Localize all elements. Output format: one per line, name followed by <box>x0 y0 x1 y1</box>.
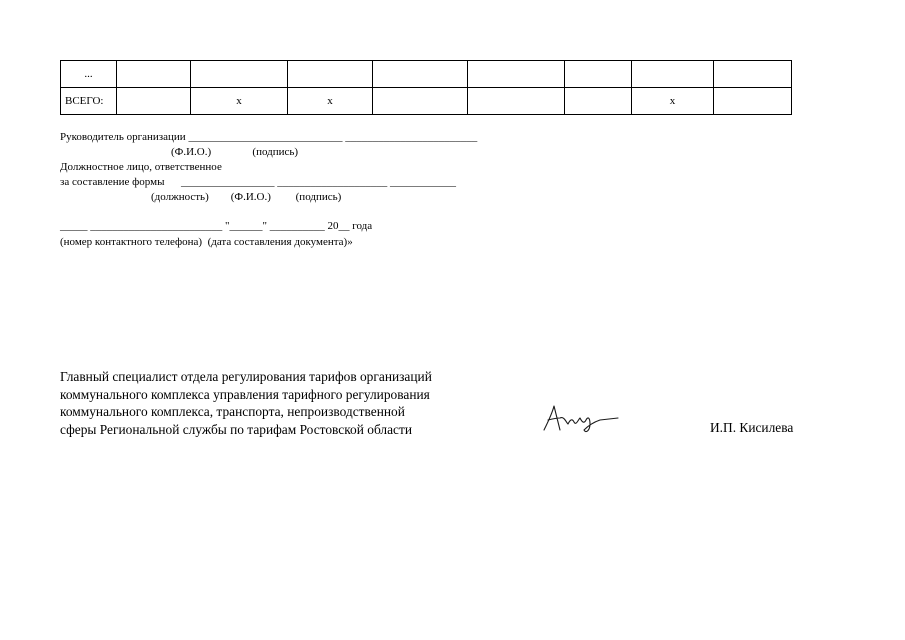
total-label: ВСЕГО: <box>61 88 117 115</box>
table-cell <box>373 88 468 115</box>
handwritten-signature <box>538 400 628 440</box>
table-cell <box>565 88 632 115</box>
official-label: Должностное лицо, ответственное <box>60 161 222 173</box>
table-row <box>61 61 792 88</box>
table-cell <box>714 61 792 88</box>
official-signature-line: за составление формы _________________ ____________________ ____________ <box>60 176 456 188</box>
head-signature-line: Руководитель организации ____________________________ ________________________ <box>60 131 478 143</box>
report-table <box>60 60 792 115</box>
table-cell: ... <box>61 61 117 88</box>
table-cell: x <box>632 88 714 115</box>
signatory-position <box>60 368 432 438</box>
signatory-name: И.П. Кисилева <box>710 420 794 435</box>
table-cell: x <box>191 88 288 115</box>
table-cell: x <box>288 88 373 115</box>
table-cell <box>468 88 565 115</box>
table-cell <box>565 61 632 88</box>
date-caption: (номер контактного телефона) (дата составления документа)» <box>60 236 353 248</box>
position-line: сферы Региональной службы по тарифам Ростовской области <box>60 421 413 437</box>
table-cell <box>714 88 792 115</box>
table-cell <box>117 61 191 88</box>
head-signature-caption: (Ф.И.О.) (подпись) <box>171 146 299 158</box>
table-cell <box>468 61 565 88</box>
official-signature-caption: (должность) (Ф.И.О.) (подпись) <box>151 191 342 203</box>
table-row <box>61 88 792 115</box>
table-cell <box>288 61 373 88</box>
position-line: коммунального комплекса, транспорта, непроизводственной <box>60 404 405 419</box>
table-cell <box>117 88 191 115</box>
table-cell <box>632 61 714 88</box>
position-line: коммунального комплекса управления тарифного регулирования <box>60 386 430 402</box>
table-cell <box>373 61 468 88</box>
position-line: Главный специалист отдела регулирования тарифов организаций <box>60 369 432 384</box>
date-line: _____ ________________________ "______" __________ 20__ года <box>60 220 373 232</box>
table-cell <box>191 61 288 88</box>
